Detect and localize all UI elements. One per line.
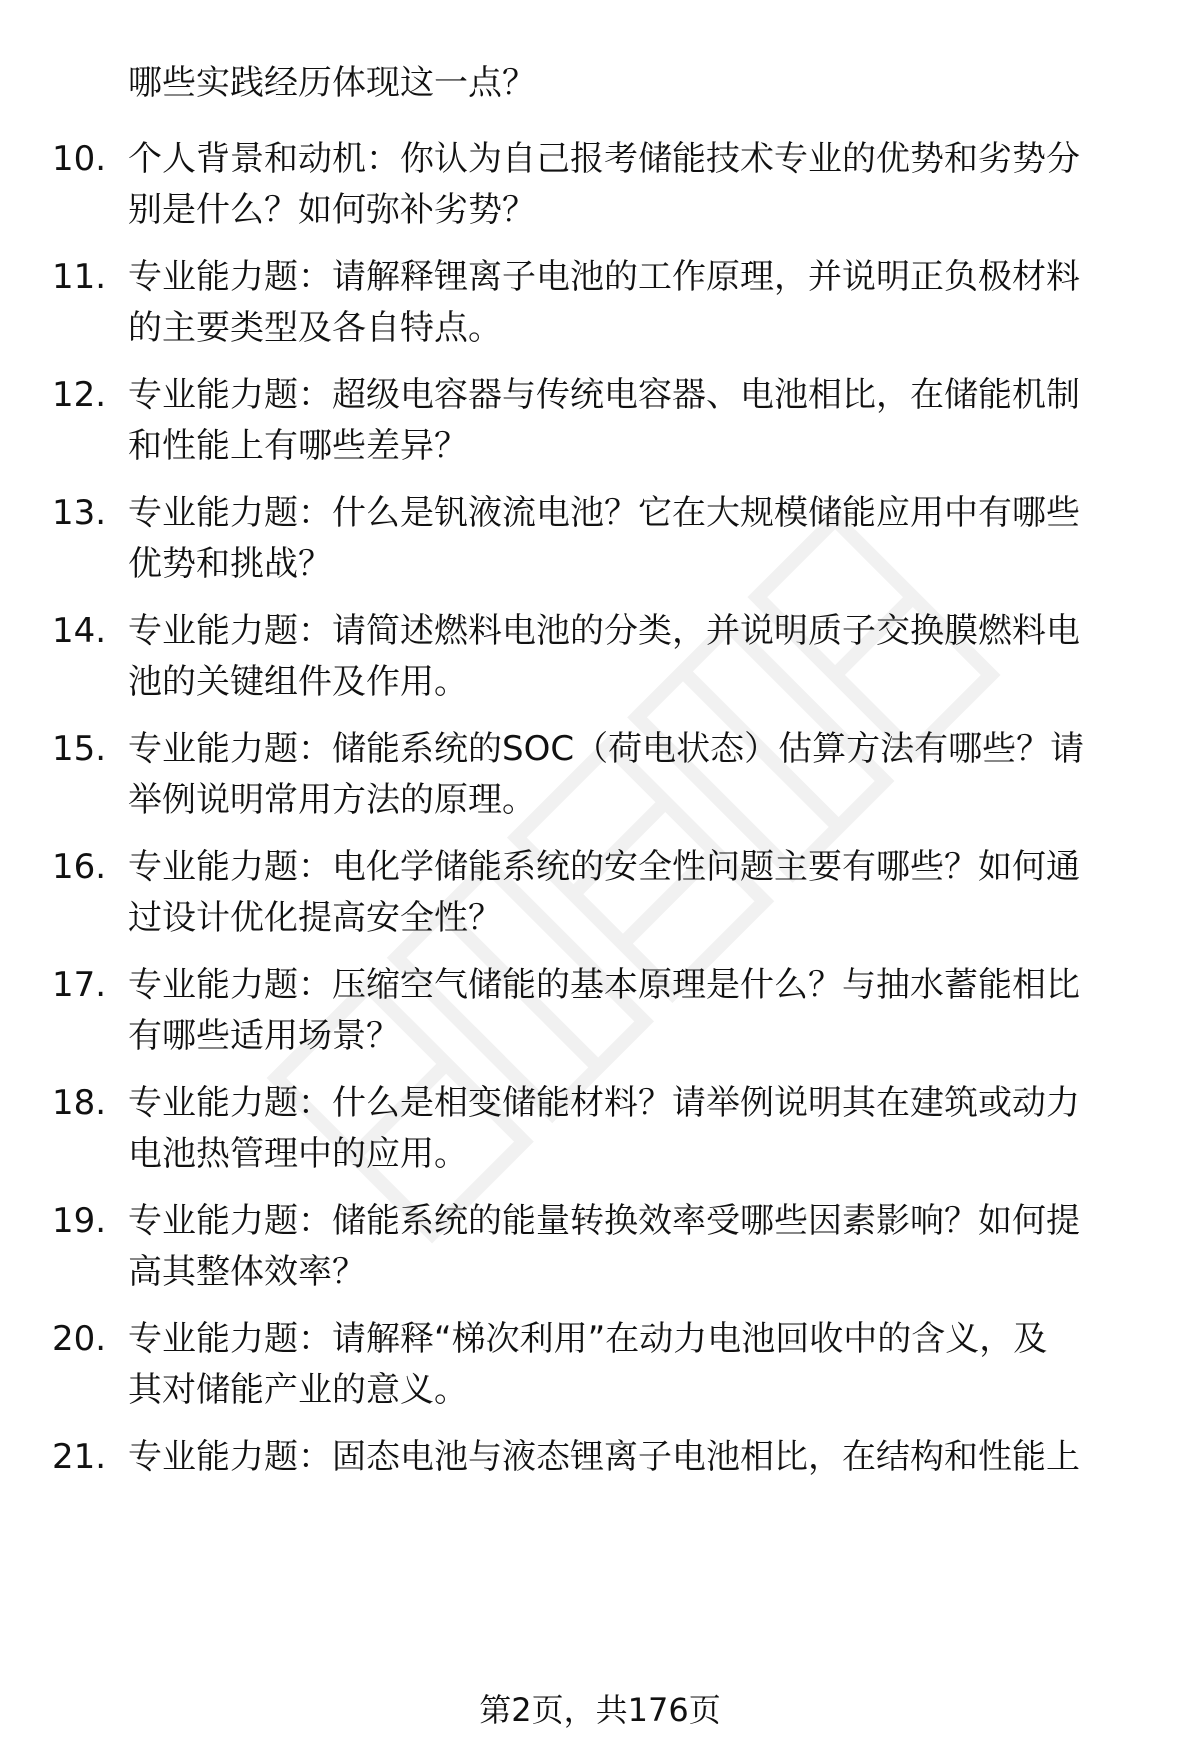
question-number: 21.	[52, 1437, 107, 1477]
question-text-line: 举例说明常用方法的原理。	[128, 780, 536, 820]
question-number: 13.	[52, 493, 107, 533]
intro-line: 哪些实践经历体现这一点？	[128, 63, 536, 103]
question-text-line: 专业能力题：请解释锂离子电池的工作原理，并说明正负极材料	[128, 257, 1080, 297]
question-number: 15.	[52, 729, 107, 769]
question-text-line: 专业能力题：什么是相变储能材料？请举例说明其在建筑或动力	[128, 1083, 1080, 1123]
page-number-footer: 第2页，共176页	[479, 1691, 721, 1729]
question-text-line: 过设计优化提高安全性？	[128, 898, 502, 938]
question-text-line: 专业能力题：什么是钒液流电池？它在大规模储能应用中有哪些	[128, 493, 1080, 533]
question-text-line: 专业能力题：压缩空气储能的基本原理是什么？与抽水蓄能相比	[128, 965, 1080, 1005]
question-text-line: 专业能力题：固态电池与液态锂离子电池相比，在结构和性能上	[128, 1437, 1080, 1477]
question-text-line: 别是什么？如何弥补劣势？	[128, 190, 536, 230]
question-number: 11.	[52, 257, 107, 297]
question-text-line: 有哪些适用场景？	[128, 1016, 400, 1056]
question-text-line: 高其整体效率？	[128, 1252, 366, 1292]
question-text-line: 个人背景和动机：你认为自己报考储能技术专业的优势和劣势分	[128, 139, 1080, 179]
question-number: 18.	[52, 1083, 107, 1123]
question-text-line: 专业能力题：超级电容器与传统电容器、电池相比，在储能机制	[128, 375, 1080, 415]
question-text-line: 池的关键组件及作用。	[128, 662, 468, 702]
question-text-line: 专业能力题：电化学储能系统的安全性问题主要有哪些？如何通	[128, 847, 1080, 887]
question-text-line: 专业能力题：请简述燃料电池的分类，并说明质子交换膜燃料电	[128, 611, 1080, 651]
question-number: 17.	[52, 965, 107, 1005]
question-text-line: 的主要类型及各自特点。	[128, 308, 502, 348]
question-text-line: 电池热管理中的应用。	[128, 1134, 468, 1174]
question-number: 19.	[52, 1201, 107, 1241]
question-text-line: 其对储能产业的意义。	[128, 1370, 468, 1410]
question-number: 16.	[52, 847, 107, 887]
question-text-line: 专业能力题：储能系统的能量转换效率受哪些因素影响？如何提	[128, 1201, 1080, 1241]
question-text-line: 专业能力题：储能系统的SOC（荷电状态）估算方法有哪些？请	[128, 729, 1085, 769]
question-number: 14.	[52, 611, 107, 651]
question-text-line: 优势和挑战？	[128, 544, 332, 584]
question-number: 10.	[52, 139, 107, 179]
question-number: 12.	[52, 375, 107, 415]
question-number: 20.	[52, 1319, 107, 1359]
question-text-line: 专业能力题：请解释“梯次利用”在动力电池回收中的含义，及	[128, 1319, 1048, 1359]
question-text-line: 和性能上有哪些差异？	[128, 426, 468, 466]
